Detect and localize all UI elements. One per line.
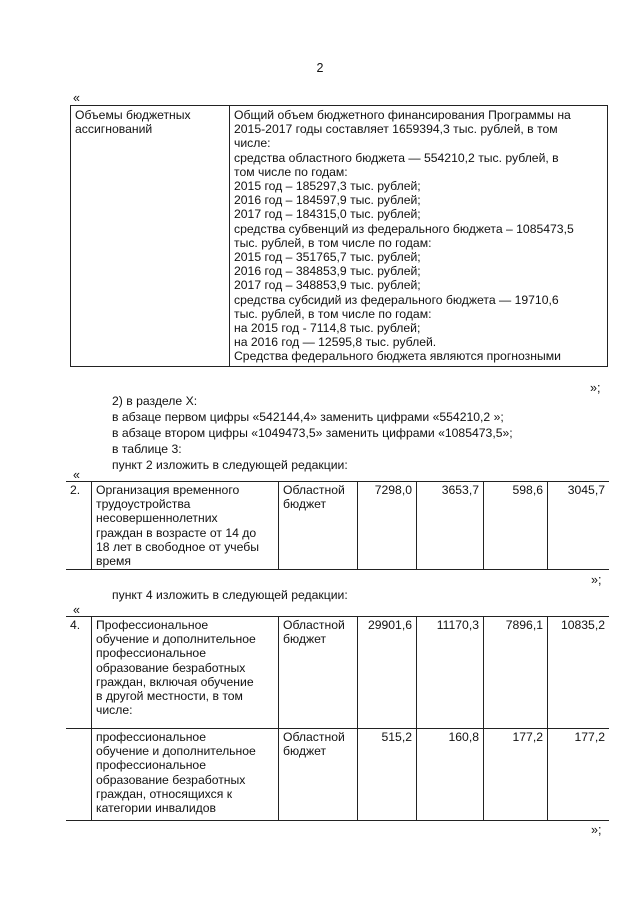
item-name-line: образование безработных: [96, 772, 246, 787]
budget-label: Объемы бюджетных ассигнований: [75, 108, 191, 137]
budget-line: на 2015 год - 7114,8 тыс. рублей;: [234, 321, 421, 336]
funding-source-cell: [279, 729, 358, 821]
value-2016-cell: [484, 729, 548, 821]
item-name-line: обучение и дополнительное: [96, 744, 256, 759]
instruction-item2: пункт 2 изложить в следующей редакции:: [112, 458, 348, 472]
budget-line: числе:: [234, 136, 271, 151]
value-2015: 3653,7: [441, 483, 479, 497]
instruction-paragraph-1: в абзаце первом цифры «542144,4» заменить цифрами «554210,2 »;: [112, 410, 504, 424]
open-quote: «: [73, 91, 80, 105]
budget-table: [70, 105, 608, 367]
value-2015-cell: [417, 482, 484, 570]
budget-line: средства областного бюджета — 554210,2 тыс. рублей, в: [234, 150, 559, 165]
item-name-line: Организация временного: [96, 483, 240, 497]
value-2017-cell: [548, 617, 610, 729]
budget-line: Общий объем бюджетного финансирования Программы на: [234, 108, 571, 122]
funding-source-cell: [279, 617, 358, 729]
budget-line: том числе по годам:: [234, 164, 348, 179]
close-quote: »;: [591, 823, 602, 837]
instruction-paragraph-2: в абзаце втором цифры «1049473,5» заменить цифрами «1085473,5»;: [112, 426, 513, 440]
item-name-line: граждан, относящихся к: [96, 786, 233, 801]
item4-table: [66, 616, 609, 821]
budget-line: 2015-2017 годы составляет 1659394,3 тыс. рублей, в том: [234, 122, 558, 137]
item-number-cell: [66, 729, 92, 821]
value-2016: 598,6: [512, 483, 543, 497]
item-name-line: в другой местности, в том: [96, 689, 243, 704]
value-2016-cell: [484, 617, 548, 729]
value-2017: 177,2: [574, 730, 605, 744]
close-quote: »;: [591, 573, 602, 587]
item-name-line: граждан, включая обучение: [96, 674, 254, 689]
value-2017: 3045,7: [567, 483, 605, 497]
item-name-line: трудоустройства: [96, 497, 191, 512]
item-name-cell: [92, 617, 279, 729]
budget-line: 2017 год – 184315,0 тыс. рублей;: [234, 207, 421, 222]
item-number-cell: [66, 482, 92, 570]
open-quote: «: [73, 468, 80, 482]
item-name-line: обучение и дополнительное: [96, 632, 256, 647]
instruction-table3: в таблице 3:: [112, 442, 182, 456]
item-name-line: 18 лет в свободное от учебы: [96, 539, 260, 554]
value-2017: 10835,2: [560, 618, 605, 632]
value-total: 7298,0: [374, 483, 412, 497]
funding-source-line: бюджет: [283, 497, 327, 512]
item-number: 2.: [70, 483, 81, 497]
item-name-line: категории инвалидов: [96, 801, 217, 816]
value-2015-cell: [417, 617, 484, 729]
value-2015: 11170,3: [436, 618, 479, 632]
funding-source-line: Областной: [283, 730, 345, 744]
funding-source-cell: [279, 482, 358, 570]
budget-line: Средства федерального бюджета являются прогнозными: [234, 349, 561, 364]
item-number-cell: [66, 617, 92, 729]
page-number: 2: [316, 61, 324, 75]
funding-source-line: бюджет: [283, 632, 327, 647]
close-quote: »;: [590, 381, 601, 395]
budget-line: 2016 год – 184597,9 тыс. рублей;: [234, 193, 421, 208]
item2-table: [66, 481, 609, 570]
funding-source-line: бюджет: [283, 744, 327, 759]
item-name-line: граждан в возрасте от 14 до: [96, 525, 257, 540]
item-name-line: несовершеннолетних: [96, 511, 218, 526]
budget-line: тыс. рублей, в том числе по годам:: [234, 235, 432, 250]
item-name-line: профессиональное: [96, 730, 206, 744]
value-2017-cell: [548, 482, 610, 570]
value-total-cell: [358, 482, 417, 570]
item-name-cell: [92, 729, 279, 821]
budget-line: тыс. рублей, в том числе по годам:: [234, 306, 432, 321]
value-total: 29901,6: [367, 618, 412, 632]
value-2016: 7896,1: [505, 618, 543, 632]
funding-source-line: Областной: [283, 618, 345, 632]
value-2015: 160,8: [448, 730, 479, 744]
value-2016: 177,2: [512, 730, 543, 744]
value-total-cell: [358, 729, 417, 821]
item-name-line: профессиональное: [96, 646, 206, 661]
instruction-section: 2) в разделе X:: [112, 394, 198, 408]
open-quote: «: [73, 603, 80, 617]
value-total-cell: [358, 617, 417, 729]
budget-label-cell: [71, 106, 230, 367]
item-name-line: время: [96, 554, 132, 569]
value-total: 515,2: [381, 730, 412, 744]
budget-description-cell: [230, 106, 608, 367]
item-name-line: образование безработных: [96, 660, 246, 675]
item-name-cell: [92, 482, 279, 570]
budget-line: 2015 год – 351765,7 тыс. рублей;: [234, 250, 421, 265]
item-name-line: профессиональное: [96, 758, 206, 773]
budget-line: 2015 год – 185297,3 тыс. рублей;: [234, 179, 421, 194]
budget-line: средства субсидий из федерального бюджета — 19710,6: [234, 292, 559, 307]
instruction-item4: пункт 4 изложить в следующей редакции:: [112, 588, 348, 602]
value-2017-cell: [548, 729, 610, 821]
budget-line: 2017 год – 348853,9 тыс. рублей;: [234, 278, 421, 293]
budget-line: средства субвенций из федерального бюджета – 1085473,5: [234, 221, 574, 236]
item-name-line: Профессиональное: [96, 618, 209, 632]
budget-line: на 2016 год — 12595,8 тыс. рублей.: [234, 335, 437, 350]
value-2016-cell: [484, 482, 548, 570]
budget-line: 2016 год – 384853,9 тыс. рублей;: [234, 264, 421, 279]
item-name-line: числе:: [96, 703, 133, 718]
item-number: 4.: [70, 618, 81, 632]
funding-source-line: Областной: [283, 483, 345, 497]
value-2015-cell: [417, 729, 484, 821]
